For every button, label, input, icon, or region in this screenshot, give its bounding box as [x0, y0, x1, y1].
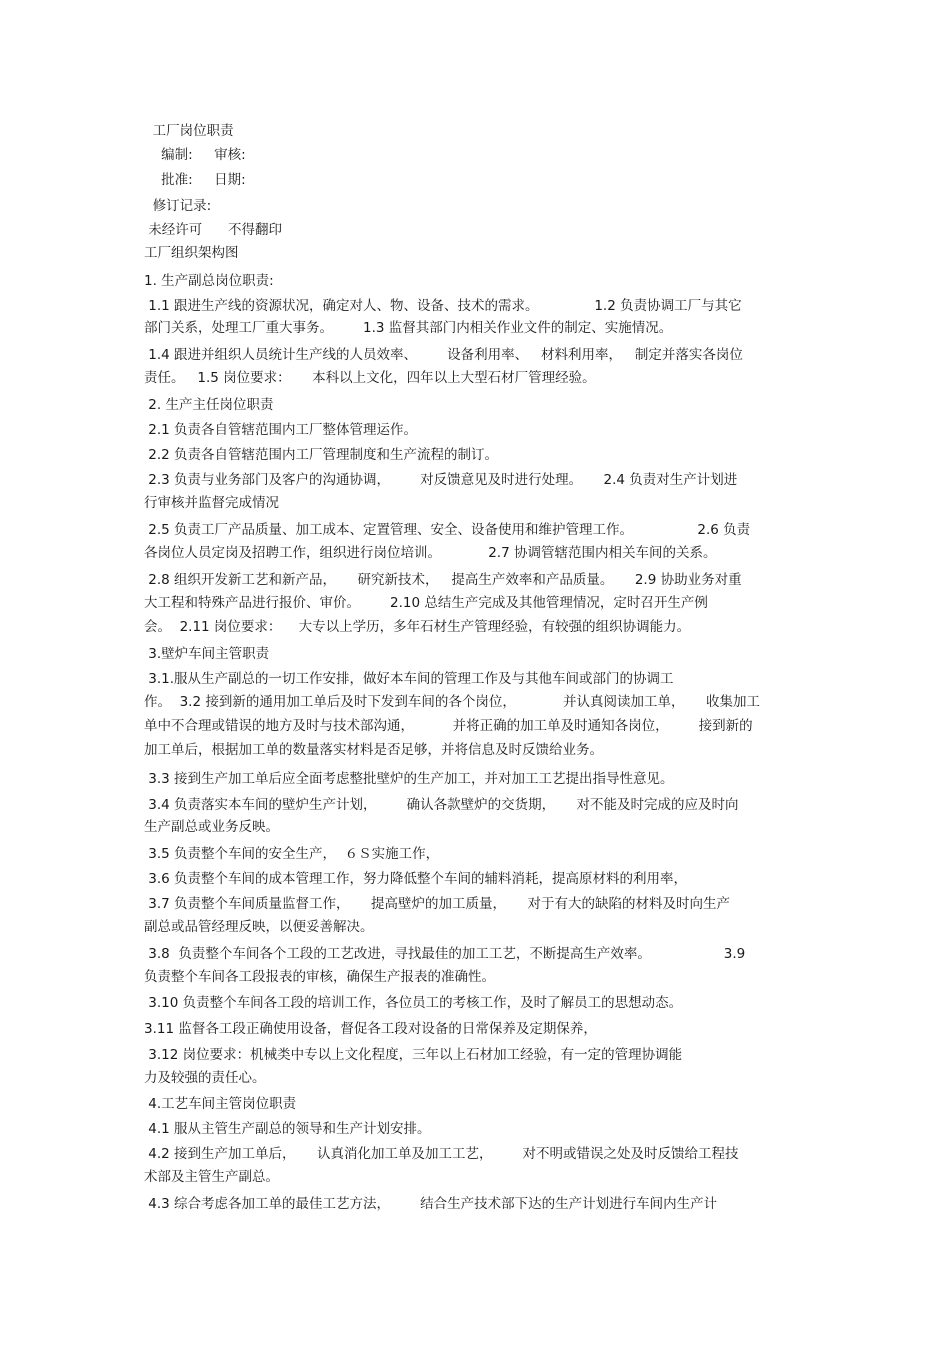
text-line: 3.11 监督各工段正确使用设备，督促各工段对设备的日常保养及定期保养， — [144, 1021, 597, 1037]
text-line: 4.2 接到生产加工单后， 认真消化加工单及加工工艺， 对不明或错误之处及时反馈给工程技 — [144, 1146, 739, 1162]
text-line: 会。 2.11 岗位要求： 大专以上学历，多年石材生产管理经验，有较强的组织协调能力。 — [144, 619, 691, 635]
text-line: 作。 3.2 接到新的通用加工单后及时下发到车间的各个岗位， 并认真阅读加工单， 收集加工 — [144, 694, 761, 710]
text-line: 4.1 服从主管生产副总的领导和生产计划安排。 — [144, 1121, 431, 1137]
section-heading: 3.壁炉车间主管职责 — [144, 646, 270, 662]
text-line: 单中不合理或错误的地方及时与技术部沟通， 并将正确的加工单及时通知各岗位， 接到新的 — [144, 718, 753, 734]
text-line: 3.5 负责整个车间的安全生产， ６Ｓ实施工作， — [144, 846, 440, 862]
text-line: 大工程和特殊产品进行报价、审价。 2.10 总结生产完成及其他管理情况，定时召开生产例 — [144, 595, 708, 611]
section-heading: 4.工艺车间主管岗位职责 — [144, 1096, 297, 1112]
text-line: 3.7 负责整个车间质量监督工作， 提高壁炉的加工质量， 对于有大的缺陷的材料及时向生产 — [144, 896, 730, 912]
copyright-notice: 未经许可 不得翻印 — [144, 222, 283, 238]
text-line: 责任。 1.5 岗位要求： 本科以上文化，四年以上大型石材厂管理经验。 — [144, 370, 596, 386]
text-line: 2.1 负责各自管辖范围内工厂整体管理运作。 — [144, 422, 418, 438]
prepared-reviewed-row: 编制: 审核: — [144, 147, 246, 163]
text-line: 副总或品管经理反映，以便妥善解决。 — [144, 919, 374, 935]
text-line: 1.1 跟进生产线的资源状况，确定对人、物、设备、技术的需求。 1.2 负责协调工厂与其它 — [144, 298, 742, 314]
section-heading: 1. 生产副总岗位职责: — [144, 273, 274, 289]
text-line: 行审核并监督完成情况 — [144, 495, 279, 511]
section-heading: 2. 生产主任岗位职责 — [144, 397, 274, 413]
text-line: 3.3 接到生产加工单后应全面考虑整批壁炉的生产加工，并对加工工艺提出指导性意见。 — [144, 771, 674, 787]
text-line: 负责整个车间各工段报表的审核，确保生产报表的准确性。 — [144, 969, 495, 985]
text-line: 3.6 负责整个车间的成本管理工作，努力降低整个车间的辅料消耗，提高原材料的利用率， — [144, 871, 688, 887]
text-line: 3.12 岗位要求：机械类中专以上文化程度，三年以上石材加工经验，有一定的管理协调能 — [144, 1047, 683, 1063]
doc-title: 工厂岗位职责 — [144, 123, 234, 139]
text-line: 各岗位人员定岗及招聘工作，组织进行岗位培训。 2.7 协调管辖范围内相关车间的关系。 — [144, 545, 717, 561]
text-line: 2.5 负责工厂产品质量、加工成本、定置管理、安全、设备使用和维护管理工作。 2.6 负责 — [144, 522, 751, 538]
text-line: 术部及主管生产副总。 — [144, 1169, 279, 1185]
text-line: 3.10 负责整个车间各工段的培训工作，各位员工的考核工作，及时了解员工的思想动态。 — [144, 995, 683, 1011]
text-line: 1.4 跟进并组织人员统计生产线的人员效率、 设备利用率、 材料利用率， 制定并落实各岗位 — [144, 347, 743, 363]
text-line: 2.2 负责各自管辖范围内工厂管理制度和生产流程的制订。 — [144, 447, 499, 463]
text-line: 3.1.服从生产副总的一切工作安排，做好本车间的管理工作及与其他车间或部门的协调工 — [144, 671, 674, 687]
text-line: 2.3 负责与业务部门及客户的沟通协调， 对反馈意见及时进行处理。 2.4 负责对生产计划进 — [144, 472, 738, 488]
org-chart-heading: 工厂组织架构图 — [144, 245, 239, 261]
revision-record-row: 修订记录: — [144, 198, 212, 214]
text-line: 部门关系，处理工厂重大事务。 1.3 监督其部门内相关作业文件的制定、实施情况。 — [144, 320, 673, 336]
text-line: 2.8 组织开发新工艺和新产品， 研究新技术， 提高生产效率和产品质量。 2.9 协助业务对重 — [144, 572, 742, 588]
text-line: 加工单后，根据加工单的数量落实材料是否足够，并将信息及时反馈给业务。 — [144, 742, 603, 758]
text-line: 4.3 综合考虑各加工单的最佳工艺方法， 结合生产技术部下达的生产计划进行车间内生产计 — [144, 1196, 718, 1212]
text-line: 力及较强的责任心。 — [144, 1070, 266, 1086]
approved-date-row: 批准: 日期: — [144, 172, 246, 188]
text-line: 生产副总或业务反映。 — [144, 819, 279, 835]
text-line: 3.8 负责整个车间各个工段的工艺改进，寻找最佳的加工工艺，不断提高生产效率。 3.9 — [144, 946, 746, 962]
text-line: 3.4 负责落实本车间的壁炉生产计划， 确认各款壁炉的交货期， 对不能及时完成的应及时向 — [144, 797, 739, 813]
